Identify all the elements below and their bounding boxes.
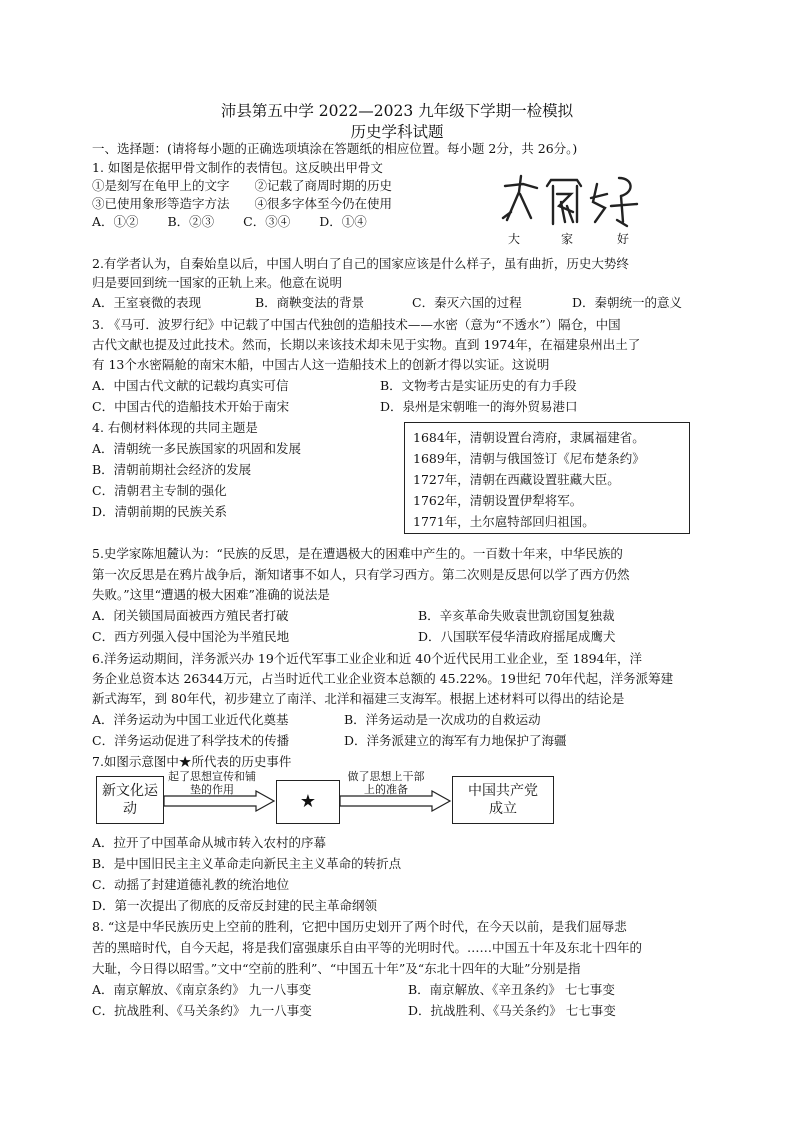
exam-title: 沛县第五中学 2022—2023 九年级下学期一检模拟 — [220, 102, 574, 120]
q4-option-c: C．清朝君主专制的强化 — [92, 483, 227, 498]
flow-box-star — [276, 780, 340, 824]
q4-material-box — [404, 422, 690, 534]
flow-arrow2-label: 做了思想上干部上的准备 — [347, 770, 425, 796]
q3-option-b: B．文物考古是实证历史的有力手段 — [380, 378, 577, 393]
q1-line3: ③已使用象形等造字方法 ④很多字体至今仍在使用 — [92, 196, 393, 211]
caption-char-2: 家 — [561, 232, 574, 246]
q3-option-d: D．泉州是宋朝唯一的海外贸易港口 — [380, 399, 578, 414]
q5-line2: 第一次反思是在鸦片战争后，渐知诸事不如人，只有学习西方。第二次则是反思何以学了西方仍然 — [92, 567, 630, 582]
q7-option-d: D．第一次提出了彻底的反帝反封建的民主革命纲领 — [92, 898, 378, 913]
q4-material-1684: 1684年，清朝设置台湾府，隶属福建省。 — [413, 430, 645, 445]
q8-line3: 大耻，今日得以昭雪。”文中“空前的胜利”、“中国五十年”及“东北十四年的大耻”分别是指 — [92, 961, 581, 976]
q8-option-a: A．南京解放、《南京条约》 九一八事变 — [92, 982, 312, 997]
flow-box-cpc-label: 中国共产党成立 — [468, 783, 538, 817]
q4-stem: 4. 右侧材料体现的共同主题是 — [92, 420, 258, 435]
flow-box-new-culture — [96, 776, 164, 824]
q2-option-a: A．王室衰微的表现 — [92, 295, 202, 310]
q8-option-c: C．抗战胜利、《马关条约》 九一八事变 — [92, 1003, 312, 1018]
q5-line3: 失败。”这里“遭遇的极大困难”准确的说法是 — [92, 587, 330, 602]
q8-line1: 8. “这是中华民族历史上空前的胜利，它把中国历史划开了两个时代，在今天以前，是我们屈辱悲 — [92, 919, 627, 934]
exam-subtitle: 历史学科试题 — [350, 123, 444, 141]
q3-line3: 有 13个水密隔舱的南宋木船，中国古人这一造船技术上的创新才得以实证。这说明 — [92, 357, 550, 372]
q5-option-c: C．西方列强入侵中国沦为半殖民地 — [92, 629, 290, 644]
q3-option-c: C．中国古代的造船技术开始于南宋 — [92, 399, 290, 414]
q4-option-b: B．清朝前期社会经济的发展 — [92, 462, 252, 477]
q3-option-a: A．中国古代文献的记载均真实可信 — [92, 378, 289, 393]
q7-option-a: A．拉开了中国革命从城市转入农村的序幕 — [92, 835, 327, 850]
caption-char-3: 好 — [617, 232, 630, 246]
q6-line3: 新式海军，到 80年代，初步建立了南洋、北洋和福建三支海军。根据上述材料可以得出的结论是 — [92, 691, 625, 706]
star-icon: ★ — [299, 791, 317, 812]
q6-option-d: D．洋务派建立的海军有力地保护了海疆 — [344, 733, 567, 748]
flow-box-new-culture-label: 新文化运动 — [102, 783, 158, 817]
q4-material-1762: 1762年，清朝设置伊犁将军。 — [413, 493, 583, 508]
q5-option-a: A．闭关锁国局面被西方殖民者打破 — [92, 608, 289, 623]
q1-options: A．①② B．②③ C．③④ D．①④ — [92, 214, 367, 229]
q6-option-c: C．洋务运动促进了科学技术的传播 — [92, 733, 290, 748]
q5-option-b: B．辛亥革命失败袁世凯窃国复独裁 — [418, 608, 615, 623]
q5-line1: 5.史学家陈旭麓认为：“民族的反思，是在遭遇极大的困难中产生的。一百数十年来，中华民族的 — [92, 546, 623, 561]
q3-line2: 古代文献也提及过此技术。然而，长期以来该技术却未见于实物。直到 1974年，在福建泉州出土了 — [92, 337, 641, 352]
q7-option-b: B．是中国旧民主主义革命走向新民主主义革命的转折点 — [92, 856, 402, 871]
q1-stem: 1. 如图是依据甲骨文制作的表情包。这反映出甲骨文 — [92, 160, 383, 175]
q8-option-d: D．抗战胜利、《马关条约》 七七事变 — [408, 1003, 616, 1018]
q5-option-d: D．八国联军侵华清政府摇尾成鹰犬 — [418, 629, 616, 644]
q4-material-1771: 1771年，土尔扈特部回归祖国。 — [413, 514, 595, 529]
q6-line1: 6.洋务运动期间，洋务派兴办 19个近代军事工业企业和近 40个近代民用工业企业，至 1894年，洋 — [92, 651, 642, 666]
q2-option-d: D．秦朝统一的意义 — [572, 295, 683, 310]
q2-line2: 归是要回到统一国家的正轨上来。他意在说明 — [92, 275, 343, 290]
q6-option-b: B．洋务运动是一次成功的自救运动 — [344, 712, 541, 727]
flow-arrow1-label: 起了思想宣传和铺垫的作用 — [168, 770, 256, 796]
q8-line2: 苦的黑暗时代，自今天起，将是我们富强康乐自由平等的光明时代。……中国五十年及东北十四年的 — [92, 940, 643, 955]
q4-material-1727: 1727年，清朝在西藏设置驻藏大臣。 — [413, 472, 620, 487]
q2-option-c: C．秦灭六国的过程 — [412, 295, 522, 310]
q3-line1: 3. 《马可．波罗行纪》中记载了中国古代独创的造船技术——水密（意为“不透水”）隔仓，中国 — [92, 317, 621, 332]
caption-char-1: 大 — [508, 232, 521, 246]
q6-option-a: A．洋务运动为中国工业近代化奠基 — [92, 712, 289, 727]
q6-line2: 务企业总资本达 26344万元，占当时近代工业企业资本总额的 45.22%。19世纪 70年代起，洋务派筹建 — [92, 671, 674, 686]
section-heading: 一、选择题：(请将每小题的正确选项填涂在答题纸的相应位置。每小题 2分，共 26分。) — [92, 141, 578, 156]
q7-stem: 7.如图示意图中★所代表的历史事件 — [92, 754, 292, 769]
q1-line2: ①是刻写在龟甲上的文字 ②记载了商周时期的历史 — [92, 178, 393, 193]
q8-option-b: B．南京解放、《辛丑条约》 七七事变 — [408, 982, 615, 997]
q4-option-d: D．清朝前期的民族关系 — [92, 504, 228, 519]
q4-material-1689: 1689年，清朝与俄国签订《尼布楚条约》 — [413, 451, 645, 466]
flow-box-cpc-founded — [452, 776, 554, 824]
q7-option-c: C．动摇了封建道德礼教的统治地位 — [92, 877, 290, 892]
q4-option-a: A．清朝统一多民族国家的巩固和发展 — [92, 441, 302, 456]
flow-arrow-1 — [164, 790, 276, 812]
q2-line1: 2.有学者认为，自秦始皇以后，中国人明白了自己的国家应该是什么样子，虽有曲折，历史大势终 — [92, 256, 629, 271]
flow-arrow-2 — [340, 790, 452, 812]
q2-option-b: B．商鞅变法的背景 — [255, 295, 365, 310]
